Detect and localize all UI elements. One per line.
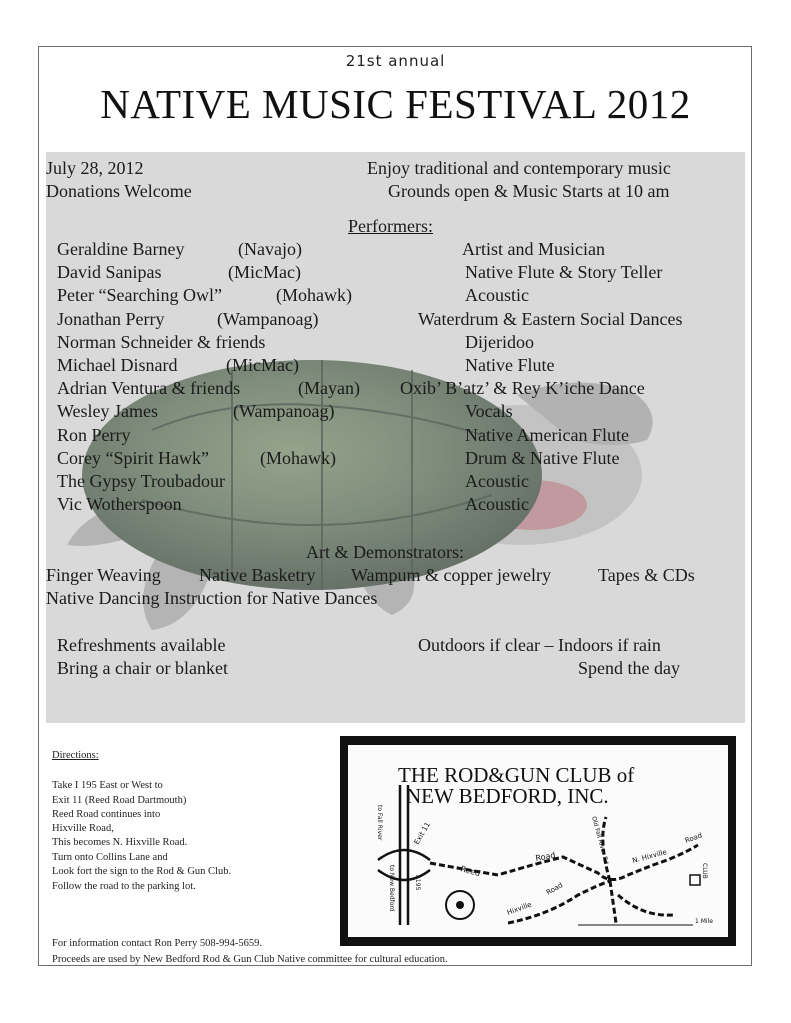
performer-name: Geraldine Barney bbox=[57, 239, 185, 259]
performer-act: Vocals bbox=[465, 401, 513, 421]
performer-act: Acoustic bbox=[465, 471, 529, 491]
map-label: Exit 11 bbox=[412, 820, 432, 846]
performer-name: Norman Schneider & friends bbox=[57, 332, 266, 352]
performer-name: Jonathan Perry bbox=[57, 309, 165, 329]
arts-heading: Art & Demonstrators: bbox=[306, 542, 464, 562]
spend-day-note: Spend the day bbox=[578, 658, 680, 678]
direction-line: Take I 195 East or West to bbox=[52, 780, 163, 791]
performer-name: Michael Disnard bbox=[57, 355, 178, 375]
performer-act: Native American Flute bbox=[465, 425, 629, 445]
performer-name: Vic Wotherspoon bbox=[57, 494, 182, 514]
direction-line: Turn onto Collins Lane and bbox=[52, 852, 168, 863]
performer-tribe: (Mayan) bbox=[298, 378, 360, 398]
direction-line: Look fort the sign to the Rod & Gun Club. bbox=[52, 866, 232, 877]
music-description: Enjoy traditional and contemporary music bbox=[367, 158, 671, 178]
event-date: July 28, 2012 bbox=[46, 158, 144, 178]
map-label: Road bbox=[534, 850, 557, 863]
performer-act: Native Flute & Story Teller bbox=[465, 262, 663, 282]
club-map bbox=[340, 736, 736, 946]
performer-act: Dijeridoo bbox=[465, 332, 534, 352]
performer-name: Adrian Ventura & friends bbox=[57, 378, 241, 398]
arts-item: Native Basketry bbox=[199, 565, 316, 585]
performer-act: Drum & Native Flute bbox=[465, 448, 620, 468]
direction-line: Exit 11 (Reed Road Dartmouth) bbox=[52, 795, 187, 806]
performer-name: Corey “Spirit Hawk” bbox=[57, 448, 209, 468]
road-map bbox=[348, 745, 728, 937]
performer-tribe: (Mohawk) bbox=[276, 285, 352, 305]
directions-heading: Directions: bbox=[52, 750, 99, 761]
direction-line: Follow the road to the parking lot. bbox=[52, 881, 196, 892]
performer-name: Wesley James bbox=[57, 401, 159, 421]
festival-title: NATIVE MUSIC FESTIVAL 2012 bbox=[100, 81, 691, 127]
arts-item: Finger Weaving bbox=[46, 565, 161, 585]
performer-name: Ron Perry bbox=[57, 425, 131, 445]
arts-item: Tapes & CDs bbox=[598, 565, 695, 585]
performer-tribe: (Wampanoag) bbox=[233, 401, 335, 421]
map-title-line1: THE ROD&GUN CLUB of bbox=[398, 763, 635, 787]
venue-note: Outdoors if clear – Indoors if rain bbox=[418, 635, 661, 655]
map-label: CLUB bbox=[701, 863, 708, 879]
performer-name: David Sanipas bbox=[57, 262, 162, 282]
festival-edition: 21st annual bbox=[345, 52, 446, 70]
performer-act: Oxib’ B’atz’ & Rey K’iche Dance bbox=[400, 378, 645, 398]
performer-act: Native Flute bbox=[465, 355, 555, 375]
opening-time: Grounds open & Music Starts at 10 am bbox=[388, 181, 670, 201]
performers-heading: Performers: bbox=[348, 216, 433, 236]
map-label: Road bbox=[545, 881, 565, 897]
proceeds-note: Proceeds are used by New Bedford Rod & Gun Club Native committee for cultural education. bbox=[52, 954, 448, 965]
performer-act: Acoustic bbox=[465, 285, 529, 305]
map-label: N. Hixville bbox=[631, 848, 668, 865]
performer-act: Acoustic bbox=[465, 494, 529, 514]
map-label: to Fall River bbox=[376, 805, 383, 841]
club-building-icon bbox=[690, 875, 700, 885]
map-label: I-195 bbox=[414, 875, 421, 891]
map-label: Old Fall River Rd bbox=[590, 815, 610, 866]
performer-act: Waterdrum & Eastern Social Dances bbox=[418, 309, 683, 329]
map-title-line2: NEW BEDFORD, INC. bbox=[406, 784, 609, 808]
performer-tribe: (MicMac) bbox=[226, 355, 299, 375]
donations-note: Donations Welcome bbox=[46, 181, 192, 201]
arts-item: Wampum & copper jewelry bbox=[351, 565, 551, 585]
dance-instruction: Native Dancing Instruction for Native Dances bbox=[46, 588, 378, 608]
map-label: 1 Mile bbox=[695, 918, 713, 925]
chair-note: Bring a chair or blanket bbox=[57, 658, 228, 678]
performer-act: Artist and Musician bbox=[462, 239, 605, 259]
contact-info: For information contact Ron Perry 508-994-5659. bbox=[52, 938, 262, 949]
performer-tribe: (Navajo) bbox=[238, 239, 302, 259]
direction-line: Hixville Road, bbox=[52, 823, 114, 834]
performer-name: Peter “Searching Owl” bbox=[57, 285, 222, 305]
map-label: Hixville bbox=[505, 900, 533, 917]
performer-tribe: (MicMac) bbox=[228, 262, 301, 282]
performer-tribe: (Wampanoag) bbox=[217, 309, 319, 329]
map-label: Road bbox=[683, 831, 704, 845]
refreshments-note: Refreshments available bbox=[57, 635, 226, 655]
map-label: to New Bedford bbox=[388, 865, 395, 912]
direction-line: This becomes N. Hixville Road. bbox=[52, 837, 188, 848]
performer-name: The Gypsy Troubadour bbox=[57, 471, 226, 491]
performer-tribe: (Mohawk) bbox=[260, 448, 336, 468]
direction-line: Reed Road continues into bbox=[52, 809, 161, 820]
map-label: Reed bbox=[459, 864, 482, 879]
